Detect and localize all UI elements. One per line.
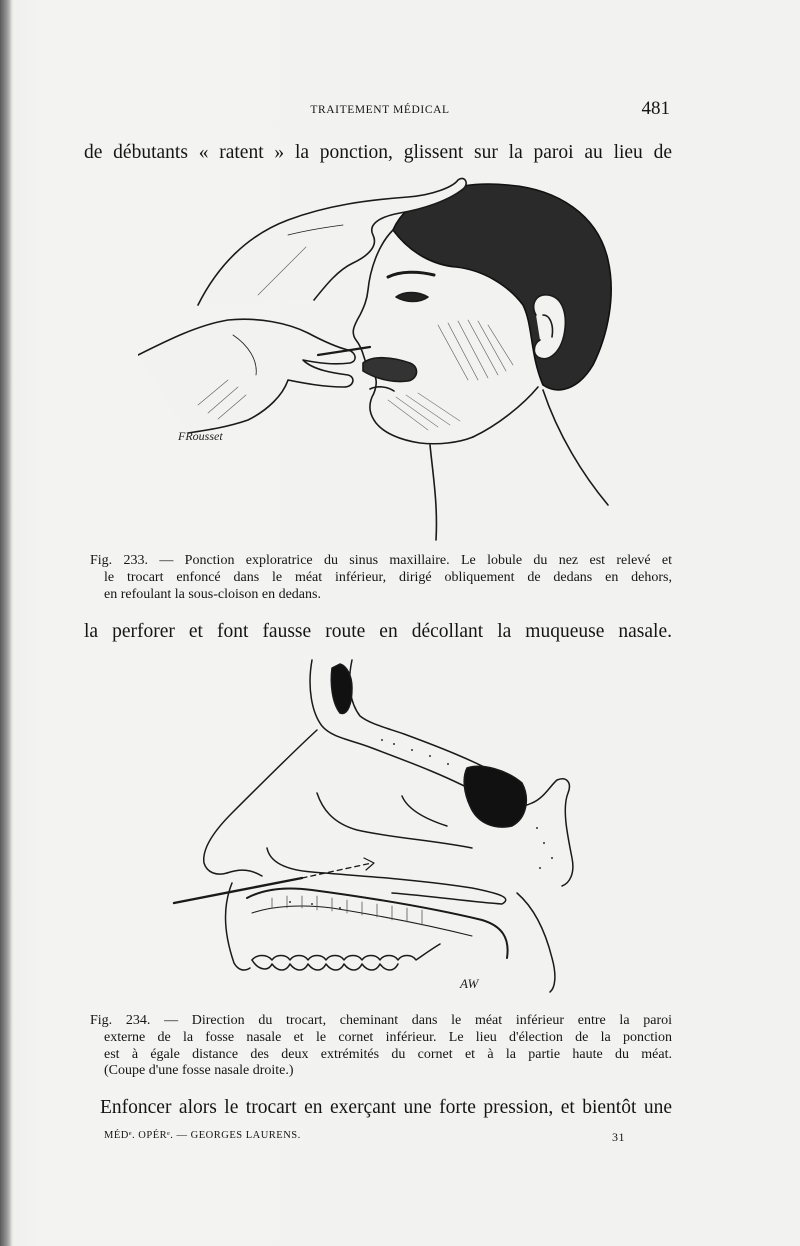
nasal-section-drawing (172, 658, 592, 993)
artist-monogram: AW (460, 976, 479, 991)
body-text-line: Enfoncer alors le trocart en exerçant une forte pression, et bientôt une (100, 1097, 672, 1118)
artist-signature: FRousset (178, 429, 223, 443)
signature-number: 31 (612, 1130, 625, 1144)
caption-line: externe de la fosse nasale et le cornet inférieur. Le lieu d'élection de la ponction (104, 1029, 672, 1045)
figure-233-caption (90, 553, 672, 603)
figure-234-illustration (172, 658, 592, 993)
caption-line: en refoulant la sous-cloison en dedans. (104, 586, 321, 602)
footer-publisher: MÉDᵉ. OPÉRᵉ. — GEORGES LAURENS. (104, 1130, 301, 1141)
page-number: 481 (641, 98, 670, 119)
body-text-line: la perforer et font fausse route en décollant la muqueuse nasale. (84, 621, 672, 642)
caption-line: le trocart enfoncé dans le méat inférieur, dirigé obliquement de dedans en dehors, (104, 569, 672, 585)
caption-line: est à égale distance des deux extrémités du cornet et à la partie haute du méat. (104, 1046, 672, 1062)
caption-line: (Coupe d'une fosse nasale droite.) (104, 1063, 294, 1079)
body-text-line: de débutants « ratent » la ponction, glissent sur la paroi au lieu de (84, 142, 672, 163)
caption-line: Fig. 234. — Direction du trocart, cheminant dans le méat inférieur entre la paroi (90, 1013, 672, 1028)
caption-line: Fig. 233. — Ponction exploratrice du sinus maxillaire. Le lobule du nez est relevé et (90, 553, 672, 568)
running-title: TRAITEMENT MÉDICAL (310, 104, 450, 116)
puncture-profile-drawing (138, 175, 618, 545)
page-spine-shadow (0, 0, 12, 1246)
figure-234-caption (90, 1013, 672, 1080)
figure-233-illustration (138, 175, 618, 545)
